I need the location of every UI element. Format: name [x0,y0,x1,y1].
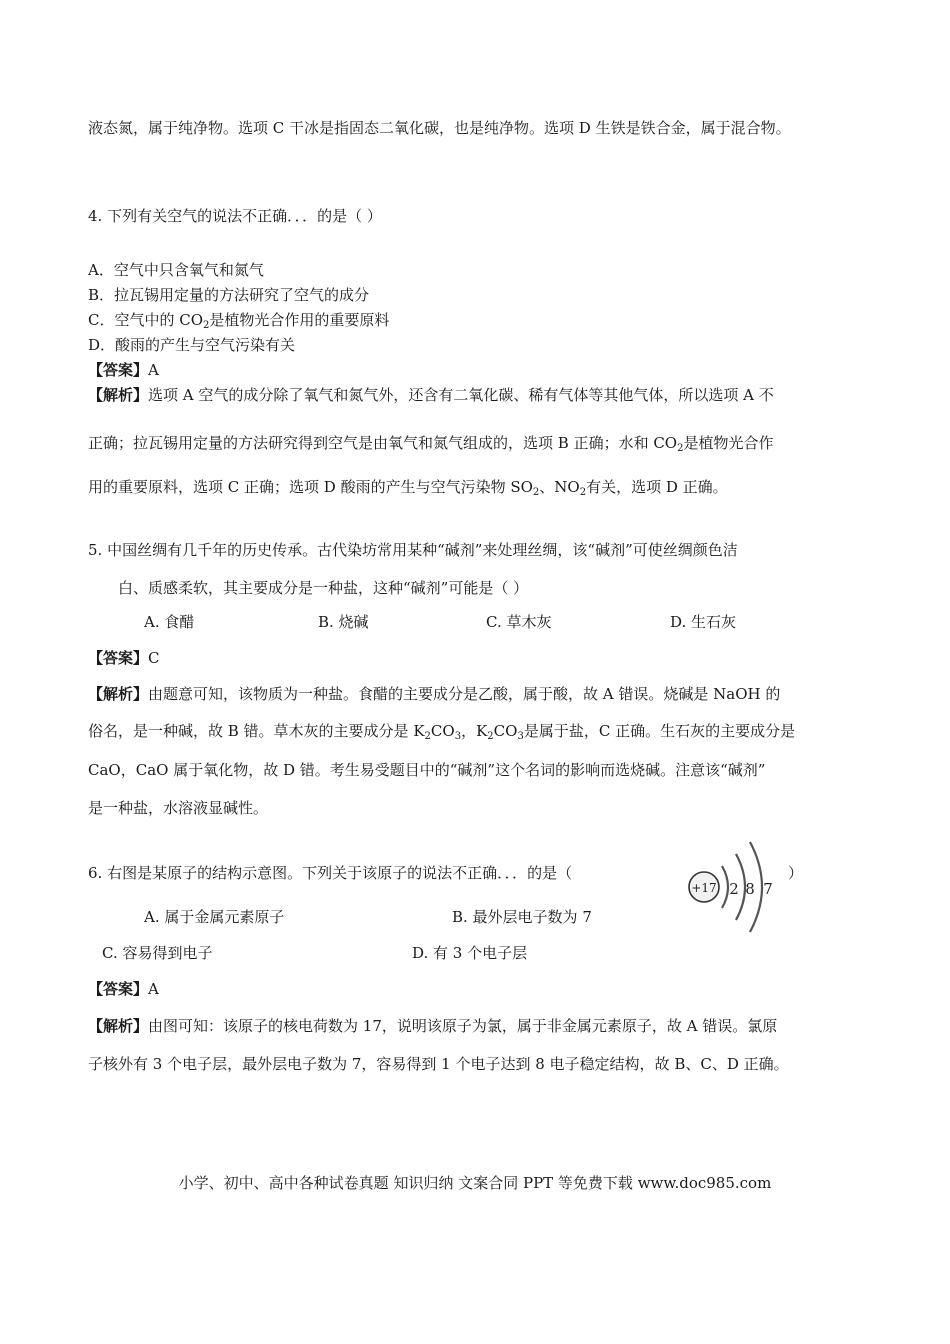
q4-option-c-sub: 2 [203,320,210,331]
q6-option-d: D. 有 3 个电子层 [412,944,528,962]
atom-shell-2: 8 [745,880,755,898]
q5-option-a: A. 食醋 [144,613,195,631]
q4-option-a: A．空气中只含氧气和氮气 [88,261,264,279]
q4-analysis-sub2: 2 [677,443,684,454]
q4-analysis-line2 [88,433,774,453]
q4-answer-value: A [148,361,159,379]
q4-option-c-text: C．空气中的 CO [88,311,204,329]
q4-analysis-text2b: 是植物光合作 [683,434,774,452]
q6-option-a: A. 属于金属元素原子 [144,908,285,926]
q5-stem-line2: 白、质感柔软，其主要成分是一种盐，这种“碱剂”可能是（ ） [118,579,529,597]
q5-analysis-text2d: CO [493,722,518,740]
q5-analysis-sub2c: 2 [487,731,494,742]
q5-stem-line1: 5. 中国丝绸有几千年的历史传承。古代染坊常用某种“碱剂”来处理丝绸，该“碱剂”可使丝绸颜色洁 [88,541,738,559]
q5-answer-value: C [148,649,160,667]
q6-answer [88,979,159,999]
atom-nucleus-label: +17 [691,881,717,895]
q6-stem-close: ） [788,864,804,882]
q6-option-b: B. 最外层电子数为 7 [452,908,592,926]
q5-analysis-line4: 是一种盐，水溶液显碱性。 [88,799,269,817]
q4-stem: 4. 下列有关空气的说法不正确．．．的是（ ） [88,207,382,225]
q6-analysis-text1: 由图可知：该原子的核电荷数为 17，说明该原子为氯，属于非金属元素原子，故 A 错误。氯原 [148,1017,778,1035]
q5-option-b: B. 烧碱 [318,613,369,631]
q6-analysis-line2: 子核外有 3 个电子层，最外层电子数为 7，容易得到 1 个电子达到 8 电子稳定结构，故 B、C、D 正确。 [88,1055,789,1073]
q4-analysis-text3b: 、NO [539,478,580,496]
q4-answer-label: 【答案】 [88,361,149,379]
q5-analysis-sub2d: 3 [517,731,524,742]
atom-shell-1: 2 [729,880,739,898]
q4-analysis-text3c: 有关，选项 D 正确。 [586,478,728,496]
q4-option-d: D．酸雨的产生与空气污染有关 [88,336,296,354]
q4-analysis-text2: 正确；拉瓦锡用定量的方法研究得到空气是由氧气和氮气组成的，选项 B 正确；水和 CO [88,434,678,452]
q5-analysis-text2e: 是属于盐，C 正确。生石灰的主要成分是 [523,722,796,740]
q5-option-d: D. 生石灰 [670,613,737,631]
q4-analysis-sub3a: 2 [532,487,540,498]
q4-analysis-label: 【解析】 [88,386,149,404]
q5-answer-label: 【答案】 [88,649,149,667]
atom-structure-diagram [684,832,794,942]
q5-analysis-text2b: CO [430,722,455,740]
q5-analysis-sub2a: 2 [424,731,431,742]
q4-option-c-rest: 是植物光合作用的重要原料 [209,311,390,329]
q4-analysis-sub3b: 2 [579,487,587,498]
q6-answer-value: A [148,980,159,998]
q4-analysis-text1: 选项 A 空气的成分除了氧气和氮气外，还含有二氧化碳、稀有气体等其他气体，所以选项 A 不 [148,386,774,404]
q5-analysis-text1: 由题意可知，该物质为一种盐。食醋的主要成分是乙酸，属于酸，故 A 错误。烧碱是 NaOH 的 [148,685,781,703]
q5-analysis-line2 [88,721,795,741]
q5-analysis-line3: CaO，CaO 属于氧化物，故 D 错。考生易受题目中的“碱剂”这个名词的影响而选烧碱。注意该“碱剂” [88,761,766,779]
q6-option-c: C. 容易得到电子 [102,944,213,962]
atom-shell-3: 7 [763,880,773,898]
q4-analysis-text3a: 用的重要原料，选项 C 正确；选项 D 酸雨的产生与空气污染物 SO [88,478,533,496]
q6-analysis-line1 [88,1016,777,1036]
q5-analysis-text2a: 俗名，是一种碱，故 B 错。草木灰的主要成分是 K [88,722,425,740]
q6-answer-label: 【答案】 [88,980,149,998]
q5-analysis-label: 【解析】 [88,685,149,703]
q5-analysis-line1 [88,684,780,704]
q6-analysis-label: 【解析】 [88,1017,149,1035]
q5-analysis-text2c: ，K [461,722,488,740]
intro-line: 液态氮，属于纯净物。选项 C 干冰是指固态二氧化碳，也是纯净物。选项 D 生铁是铁合金，属于混合物。 [88,119,791,137]
q5-option-c: C. 草木灰 [486,613,552,631]
q4-answer [88,360,159,380]
q4-option-c [88,310,389,330]
q4-analysis-line1 [88,385,774,405]
q4-analysis-line3 [88,477,728,497]
page-footer: 小学、初中、高中各种试卷真题 知识归纳 文案合同 PPT 等免费下载 www.doc985.com [178,1174,772,1192]
q5-analysis-sub2b: 3 [454,731,462,742]
q5-answer [88,648,160,668]
q4-option-b: B．拉瓦锡用定量的方法研究了空气的成分 [88,286,370,304]
q6-stem: 6. 右图是某原子的结构示意图。下列关于该原子的说法不正确．．．的是（ [88,864,573,882]
